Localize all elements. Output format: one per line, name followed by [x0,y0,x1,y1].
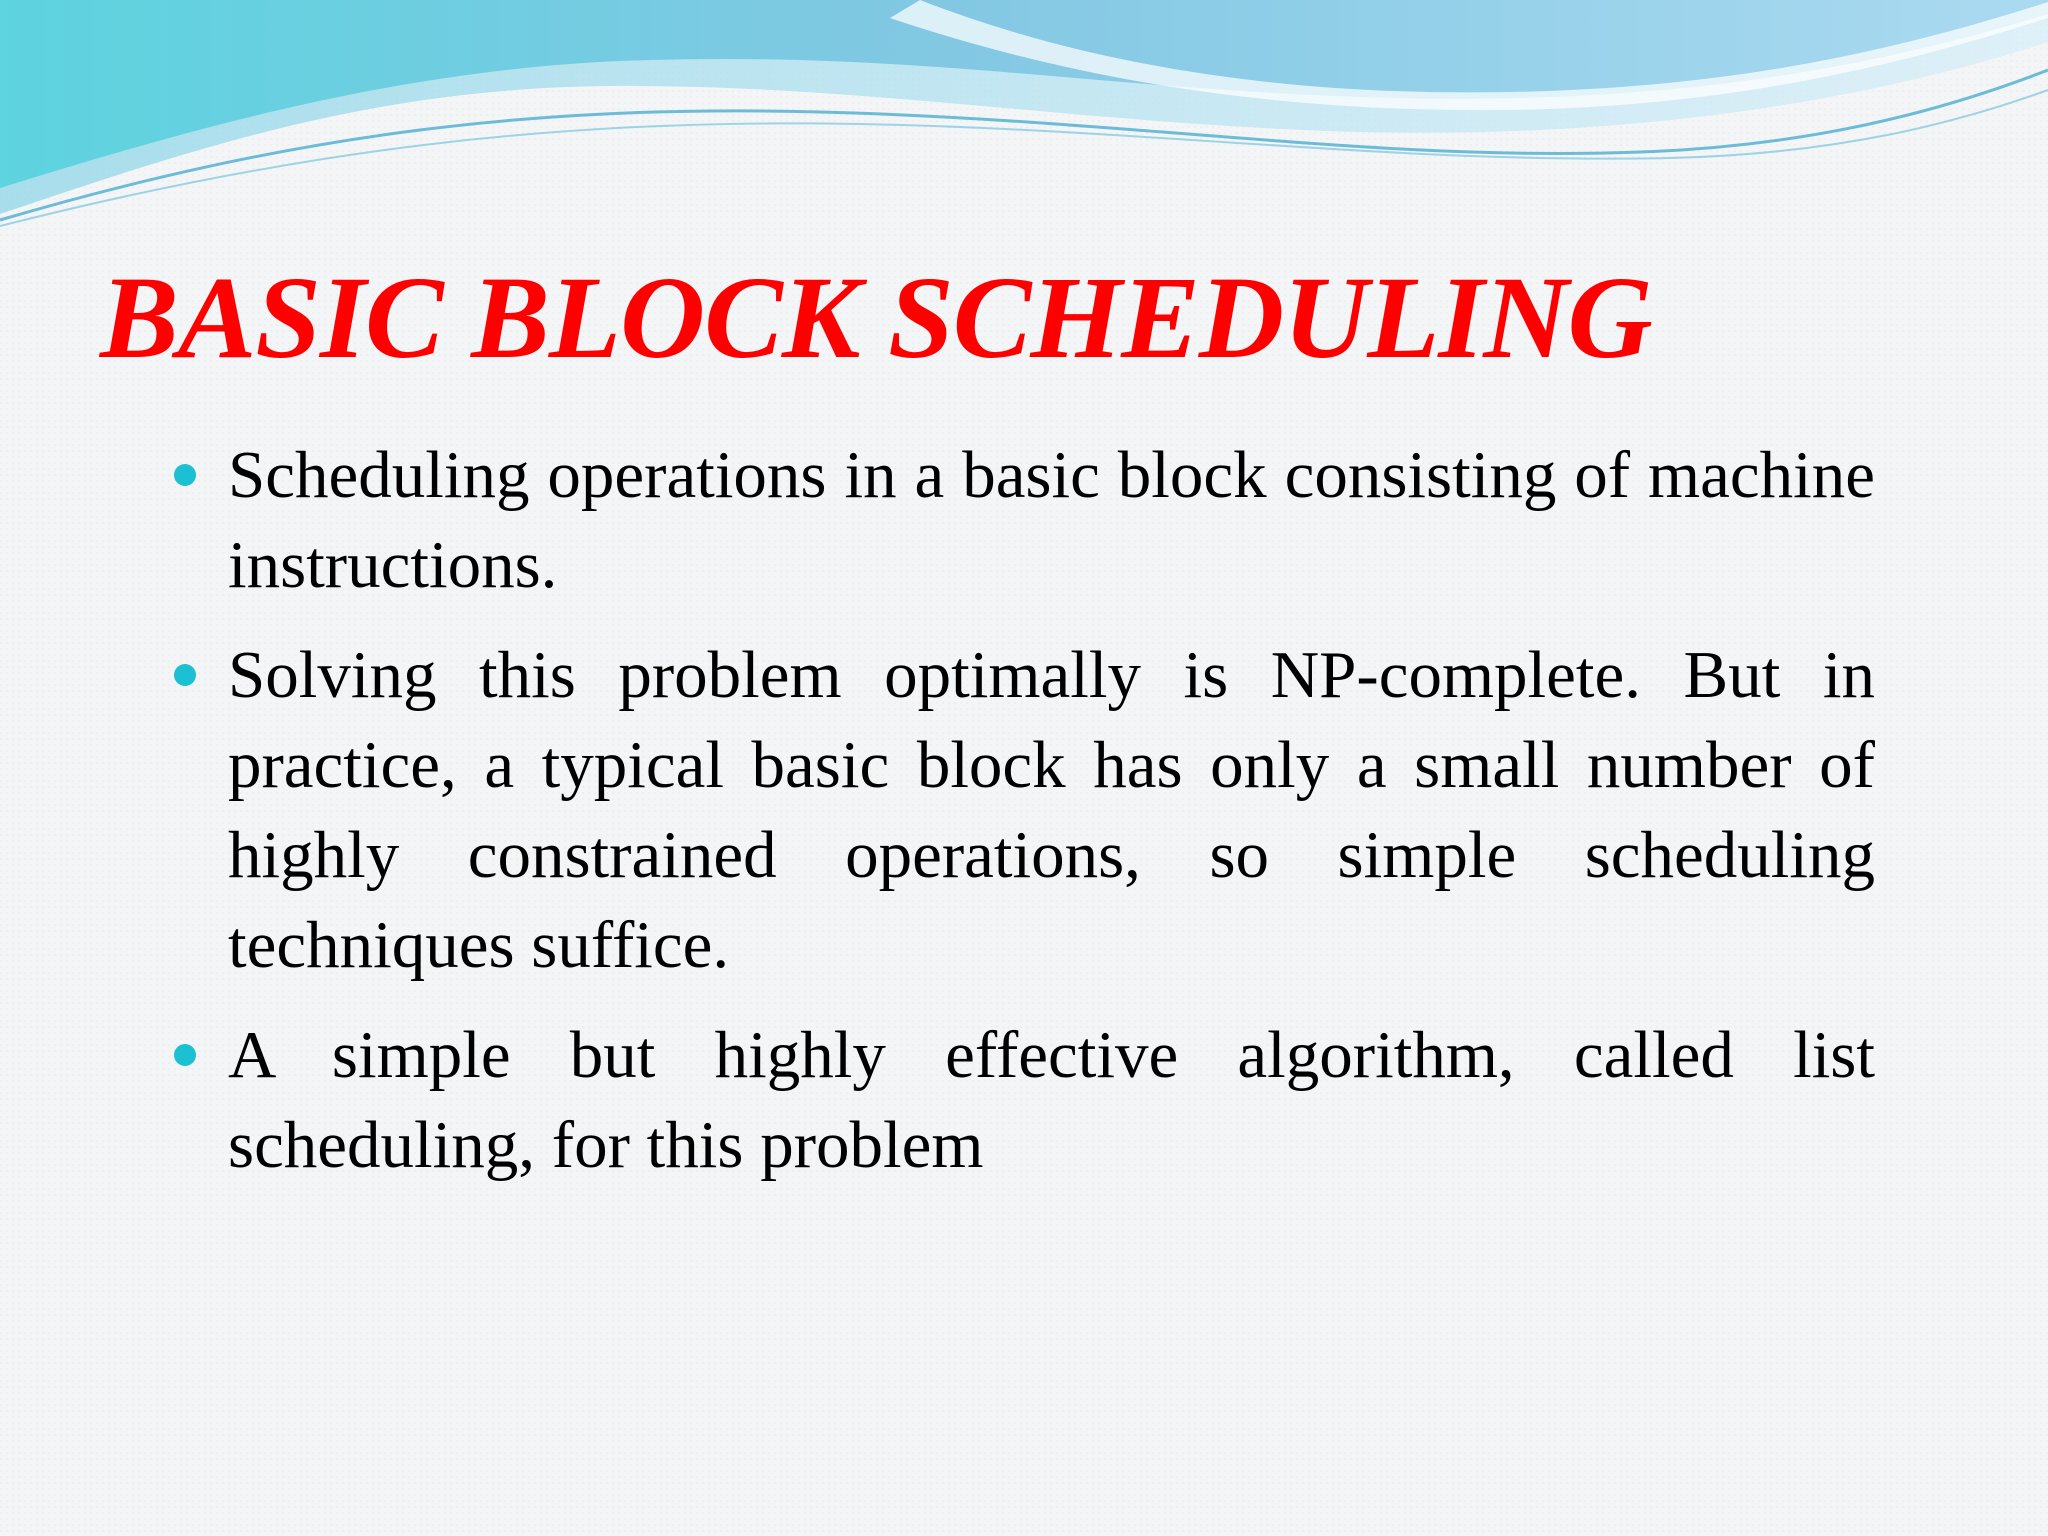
bullet-dot-icon [174,664,196,686]
wave-banner [0,0,2048,240]
bullet-text-2: Solving this problem optimally is NP-complete. But in practice, a typical basic block has only a small number of highly constrained operations, so simple scheduling techniques suffice. [228,638,1875,982]
bullet-item-2 [170,630,1875,990]
bullet-item-1 [170,430,1875,610]
bullet-list [170,430,1875,1210]
slide-title: BASIC BLOCK SCHEDULING [100,252,1652,383]
bullet-item-3 [170,1010,1875,1190]
bullet-dot-icon [174,1044,196,1066]
bullet-text-3: A simple but highly effective algorithm, called list scheduling, for this problem [228,1018,1875,1182]
bullet-dot-icon [174,464,196,486]
bullet-text-1: Scheduling operations in a basic block consisting of machine instructions. [228,438,1875,602]
